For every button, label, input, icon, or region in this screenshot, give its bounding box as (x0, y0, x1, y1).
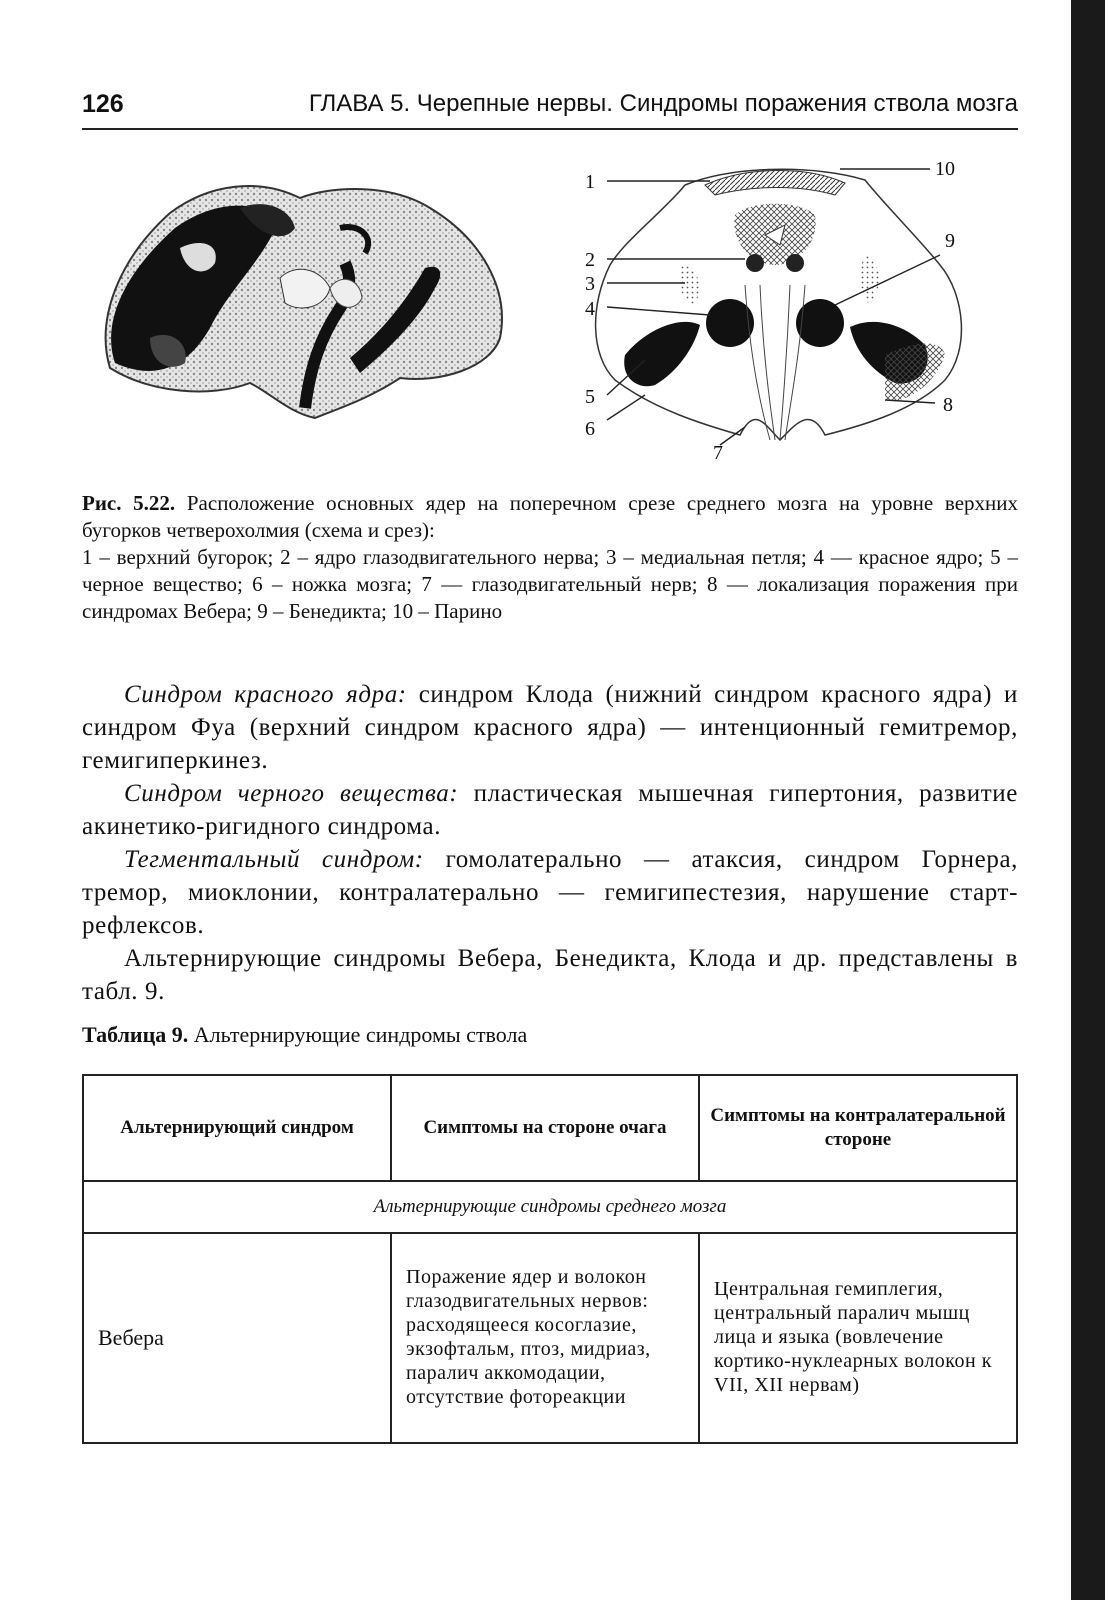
label-9: 9 (945, 230, 955, 252)
ipsilateral-symptoms: Поражение ядер и волокон глазодвигательных нервов: расходящееся косоглазие, экзофтальм, птоз, мидриаз, паралич аккомодации, отсутствие фотореакции (391, 1233, 699, 1443)
running-title: ГЛАВА 5. Черепные нервы. Синдромы поражения ствола мозга (308, 90, 1018, 117)
page-header (82, 88, 1018, 130)
header-contralateral: Симптомы на контралатеральной стороне (699, 1075, 1017, 1181)
table-header-row (83, 1075, 1017, 1181)
paragraph-substantia-nigra: Синдром черного вещества: пластическая мышечная гипертония, развитие акинетико-ригидного синдрома. (82, 780, 1018, 840)
page-number: 126 (82, 90, 124, 118)
book-spine-shadow (1071, 0, 1105, 1600)
figure-caption (82, 490, 1018, 625)
table-title-text: Альтернирующие синдромы ствола (188, 1022, 528, 1047)
table-section-row (83, 1181, 1017, 1233)
header-syndrome: Альтернирующий синдром (83, 1075, 391, 1181)
table-title-label: Таблица 9. (82, 1022, 189, 1047)
label-4: 4 (585, 298, 595, 320)
figure-caption-text: Расположение основных ядер на поперечном срезе среднего мозга на уровне верхних бугорков четверохолмия (схема и срез): (82, 491, 1018, 542)
header-ipsilateral: Симптомы на стороне очага (391, 1075, 699, 1181)
section-midbrain: Альтернирующие синдромы среднего мозга (83, 1181, 1017, 1233)
table-row (83, 1233, 1017, 1443)
contralateral-symptoms: Центральная гемиплегия, центральный паралич мышц лица и языка (вовлечение кортико-нуклеарных волокон к VII, XII нервам) (699, 1233, 1017, 1443)
label-8: 8 (943, 394, 953, 416)
midbrain-scheme (585, 155, 990, 475)
paragraph-table-ref: Альтернирующие синдромы Вебера, Бенедикта, Клода и др. представлены в табл. 9. (82, 945, 1018, 1005)
label-6: 6 (585, 418, 595, 440)
syndrome-name: Вебера (83, 1233, 391, 1443)
label-2: 2 (585, 249, 595, 271)
figure-caption-label: Рис. 5.22. (82, 491, 176, 515)
label-3: 3 (585, 273, 595, 295)
midbrain-section-photo (90, 168, 520, 433)
label-10: 10 (935, 158, 955, 180)
label-7: 7 (713, 442, 723, 464)
label-1: 1 (585, 171, 595, 193)
label-5: 5 (585, 386, 595, 408)
syndromes-table (82, 1074, 1018, 1444)
paragraph-tegmental: Тегментальный синдром: гомолатерально — атаксия, синдром Горнера, тремор, миоклонии, контралатерально — гемигипестезия, нарушение старт-рефлексов. (82, 846, 1019, 939)
paragraph-red-nucleus: Синдром красного ядра: синдром Клода (нижний синдром красного ядра) и синдром Фуа (верхний синдром красного ядра) — интенционный гемитремор, гемигиперкинез. (82, 681, 1018, 774)
body-text (82, 678, 1018, 1008)
figure-legend: 1 – верхний бугорок; 2 – ядро глазодвигательного нерва; 3 – медиальная петля; 4 — красное ядро; 5 – черное вещество; 6 – ножка мозга; 7 — глазодвигательный нерв; 8 — локализация поражения при синдромах Вебера; 9 – Бенедикта; 10 – Парино (82, 545, 1018, 623)
table-title (82, 1022, 527, 1048)
